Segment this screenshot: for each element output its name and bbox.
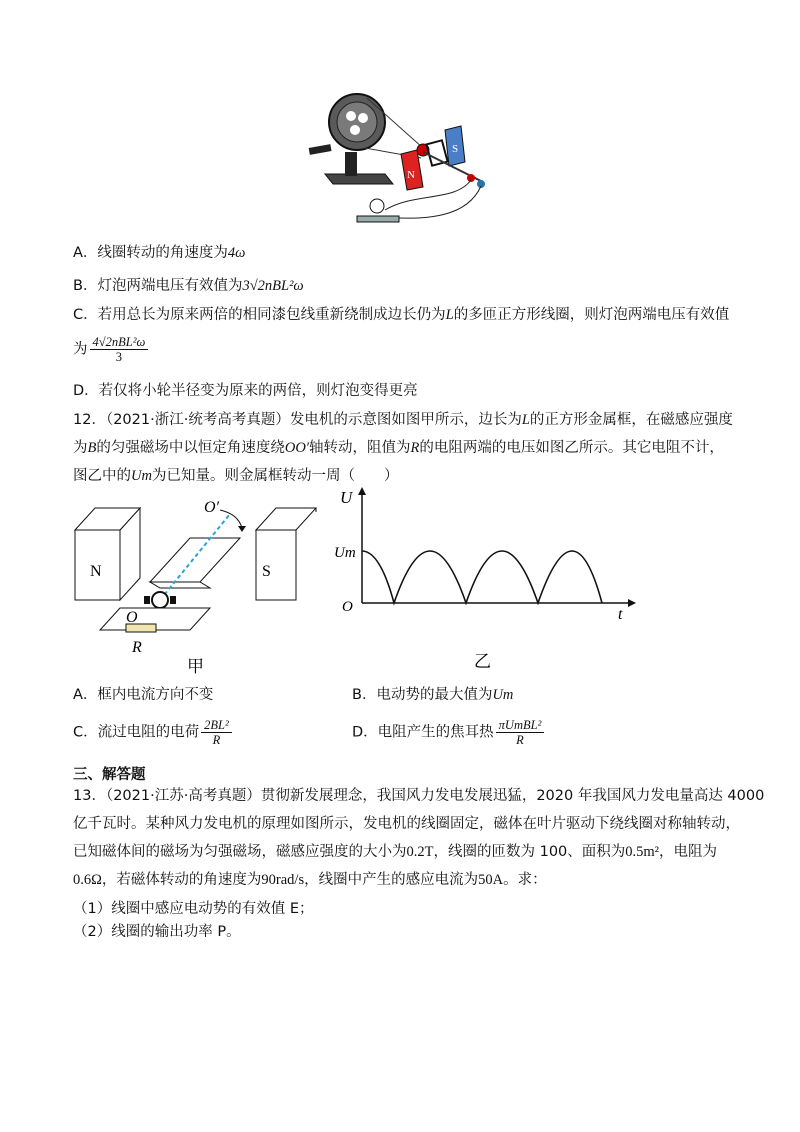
q11-option-b	[73, 276, 304, 296]
fig-jia-caption: 甲	[187, 657, 204, 676]
q12-option-d-fraction	[496, 718, 545, 747]
q12-option-c-fraction	[201, 718, 232, 747]
fig-yi-O: O	[342, 599, 353, 615]
q12-option-b-text: B．电动势的最大值为	[352, 687, 493, 703]
q11-option-c-fraction	[90, 335, 149, 364]
q13-line-3	[73, 842, 717, 862]
q12-option-d-text: D．电阻产生的焦耳热	[352, 724, 494, 741]
q11-option-a-text: A．线圈转动的角速度为	[73, 245, 228, 261]
q12-option-c	[73, 718, 234, 747]
q13-text-3a: 已知磁体间的磁场为匀强磁场，磁感应强度的大小为	[73, 844, 407, 860]
q12-text-2c: 轴转动，阻值为	[308, 440, 411, 456]
q11-option-c-text-3: 为	[73, 341, 88, 358]
svg-text:S: S	[452, 143, 459, 155]
q13-text-4b: ，线圈中产生的感应电流为	[304, 872, 479, 888]
q13-R-value: 0.6Ω	[73, 872, 102, 888]
figure-yi	[330, 485, 640, 680]
q11-option-d	[73, 381, 418, 401]
fig-jia-O: O	[126, 609, 138, 626]
fig-jia-O-prime: O′	[204, 499, 220, 516]
q11-option-c-denominator: 3	[115, 350, 123, 364]
q12-option-b	[352, 685, 513, 705]
q13-S-value: 0.5m²	[625, 844, 660, 860]
q13-B-value: 0.2T	[406, 844, 434, 860]
q12-option-b-value: Um	[492, 687, 514, 703]
q11-option-c-L: L	[445, 307, 454, 323]
q12-option-c-num: 2BL²	[201, 718, 232, 733]
q13-text-4c: 。求：	[503, 872, 547, 888]
q12-text-2b: 的匀强磁场中以恒定角速度绕	[96, 440, 285, 456]
q12-text-2a: 为	[73, 440, 88, 456]
q13-line-1	[73, 786, 764, 806]
q11-option-c-numerator: 4√2nBL²ω	[90, 335, 149, 350]
q12-option-c-den: R	[212, 733, 221, 747]
q12-text-2d: 的电阻两端的电压如图乙所示。其它电阻不计，	[419, 440, 724, 456]
q12-text-1-end: 的正方形金属框，在磁感应强度	[529, 412, 733, 428]
fig-yi-Um: Um	[334, 545, 356, 561]
q12-B: B	[87, 440, 97, 456]
q13-text-3c: ，电阻为	[659, 844, 718, 860]
q11-option-c	[73, 305, 729, 325]
q12-option-a-text: A．框内电流方向不变	[73, 687, 214, 703]
fig-jia-N: N	[90, 563, 102, 580]
q13-text-3b: ，线圈的匝数为 100、面积为	[433, 844, 626, 860]
svg-text:N: N	[407, 169, 415, 181]
q12-text-3a: 图乙中的	[73, 468, 131, 484]
q11-option-c-text-1: C．若用总长为原来两倍的相同漆包线重新绕制成边长仍为	[73, 307, 446, 323]
fig-yi-U: U	[340, 488, 353, 507]
q12-Um: Um	[131, 468, 152, 484]
q12-stem-line-3	[73, 466, 398, 486]
q13-line-4	[73, 870, 547, 890]
q13-sub-2	[73, 922, 241, 942]
q13-line-2	[73, 814, 740, 834]
q12-text-3b: 为已知量。则金属框转动一周（ ）	[151, 468, 399, 484]
q12-L: L	[521, 412, 530, 428]
q12-option-c-text: C．流过电阻的电荷	[73, 724, 200, 741]
q13-sub-2-text: （2）线圈的输出功率 P。	[73, 924, 241, 940]
fig-yi-caption: 乙	[474, 652, 491, 671]
figure-jia	[70, 490, 320, 680]
q13-text-2: 亿千瓦时。某种风力发电机的原理如图所示，发电机的线圈固定，磁体在叶片驱动下绕线圈对称轴转动，	[73, 816, 740, 832]
q12-option-a	[73, 685, 213, 705]
q12-option-d-den: R	[516, 733, 524, 747]
q12-option-d-num: πUmBL²	[496, 718, 545, 733]
q11-option-b-text: B．灯泡两端电压有效值为	[73, 278, 243, 294]
q12-R: R	[410, 440, 420, 456]
q12-stem-line-2	[73, 438, 724, 458]
q12-option-d	[352, 718, 546, 747]
q12-stem-line-1	[73, 410, 733, 430]
q12-OO: OO′	[284, 440, 309, 456]
q12-text-1: 12．（2021·浙江·统考高考真题）发电机的示意图如图甲所示，边长为	[73, 412, 522, 428]
q13-I-value: 50A	[478, 872, 504, 888]
section-3-heading: 三、解答题	[73, 767, 146, 783]
generator-apparatus-figure	[305, 92, 505, 232]
q13-text-4a: ，若磁体转动的角速度为	[101, 872, 262, 888]
q13-sub-1-text: （1）线圈中感应电动势的有效值 E；	[73, 901, 314, 917]
q11-option-d-text: D．若仅将小轮半径变为原来的两倍，则灯泡变得更亮	[73, 383, 418, 399]
q11-option-a-value: 4ω	[227, 245, 246, 261]
q13-sub-1	[73, 899, 314, 919]
q13-text-1: 13．（2021·江苏·高考真题）贯彻新发展理念，我国风力发电发展迅猛，2020 年我国风力发电量高达 4000	[73, 788, 765, 804]
q11-option-c-text-2: 的多匝正方形线圈，则灯泡两端电压有效值	[453, 307, 730, 323]
q11-option-b-value: 3√2nBL²ω	[242, 278, 304, 294]
fig-jia-R: R	[132, 639, 142, 656]
q11-option-a	[73, 243, 245, 263]
fig-jia-S: S	[262, 563, 271, 580]
q13-w-value: 90rad/s	[261, 872, 305, 888]
q11-option-c-cont	[73, 335, 150, 364]
fig-yi-t: t	[618, 606, 623, 623]
